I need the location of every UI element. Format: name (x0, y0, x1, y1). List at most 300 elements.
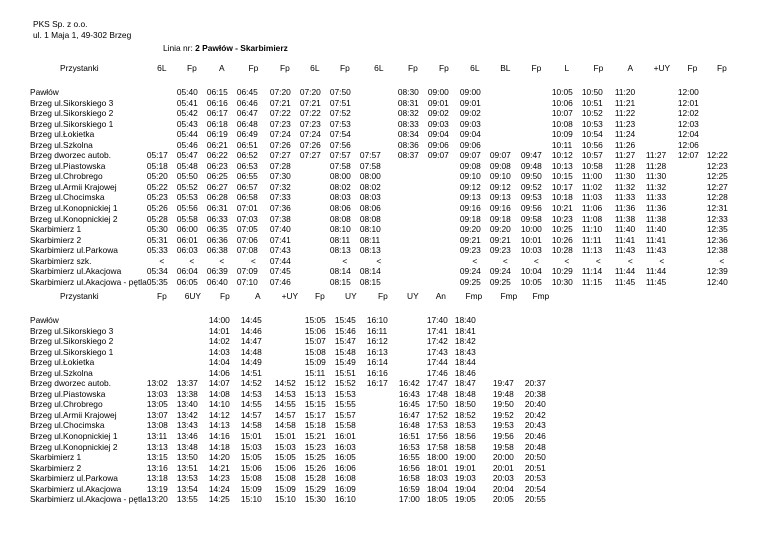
departure-time (490, 98, 521, 109)
departure-time (678, 256, 707, 267)
departure-time (398, 171, 428, 182)
departure-time (707, 140, 737, 151)
table-row (30, 378, 557, 389)
departure-time: 20:55 (524, 494, 546, 505)
departure-time: 10:08 (551, 118, 573, 129)
departure-time: 06:19 (206, 129, 228, 140)
departure-time (275, 368, 305, 379)
departure-time: < (627, 255, 633, 266)
departure-time (399, 326, 427, 337)
departure-time: 14:49 (240, 357, 262, 368)
stop-name: Brzeg dworzec autob. (30, 378, 112, 389)
stop-name: Pawłów (30, 315, 59, 325)
departure-time: 20:50 (524, 452, 546, 463)
departure-time: 18:58 (454, 441, 476, 452)
departure-time: 12:03 (677, 118, 699, 129)
departure-time: 11:27 (614, 150, 636, 161)
departure-time: 10:05 (520, 276, 542, 287)
column-header: BL (500, 63, 511, 73)
column-header: Fp (219, 291, 230, 301)
departure-time: 15:06 (274, 462, 296, 473)
table-row (30, 347, 557, 358)
departure-time (493, 357, 525, 368)
departure-time: 15:03 (240, 441, 262, 452)
departure-time: 16:03 (334, 441, 356, 452)
company-address: ul. 1 Maja 1, 49-302 Brzeg (33, 30, 132, 40)
departure-time: 09:16 (459, 203, 481, 214)
departure-time: 08:11 (329, 234, 351, 245)
table-row (30, 129, 737, 140)
departure-time: 07:54 (329, 129, 351, 140)
departure-time: 15:58 (334, 420, 356, 431)
departure-time: 06:33 (206, 213, 228, 224)
departure-time: 11:26 (614, 139, 636, 150)
departure-time (707, 129, 737, 140)
departure-time: 15:09 (274, 483, 296, 494)
departure-time: 09:24 (489, 266, 511, 277)
departure-time: 11:14 (581, 266, 603, 277)
departure-time: 09:00 (427, 87, 449, 97)
departure-time: 07:57 (329, 150, 351, 161)
departure-time: 13:19 (146, 483, 168, 494)
departure-time (147, 326, 177, 337)
departure-time: 15:51 (334, 367, 356, 378)
departure-time: 15:26 (304, 462, 326, 473)
stop-name: Skarbimierz ul.Akacjowa (30, 483, 122, 494)
departure-time: 07:20 (299, 87, 321, 97)
departure-time (367, 473, 399, 484)
departure-time: 08:14 (359, 266, 381, 277)
departure-time: 14:06 (208, 367, 230, 378)
departure-time: 13:48 (176, 441, 198, 452)
departure-time: 09:18 (459, 213, 481, 224)
departure-time (646, 108, 678, 119)
departure-time (493, 326, 525, 337)
departure-time (398, 214, 428, 225)
departure-time (275, 315, 305, 326)
departure-time: 09:08 (489, 160, 511, 171)
departure-time: 14:55 (240, 399, 262, 410)
departure-time: 05:44 (176, 129, 198, 140)
departure-time: 16:12 (366, 336, 388, 347)
departure-time (707, 98, 737, 109)
stop-name: Brzeg ul.Chocimska (30, 420, 105, 431)
departure-time: 13:20 (146, 494, 168, 505)
departure-time: 13:07 (146, 409, 168, 420)
departure-time: 20:37 (524, 378, 546, 389)
table-row (30, 389, 557, 400)
departure-time: 14:20 (208, 452, 230, 463)
departure-time: 10:50 (581, 87, 603, 97)
departure-time: 15:49 (334, 357, 356, 368)
departure-time: 10:00 (520, 224, 542, 235)
departure-time: 18:01 (426, 462, 448, 473)
departure-time: 20:00 (492, 452, 514, 463)
column-header: Fp (687, 63, 698, 73)
departure-time: 09:21 (459, 234, 481, 245)
departure-time: 14:53 (274, 388, 296, 399)
departure-time: 10:13 (551, 160, 573, 171)
departure-time: 07:40 (269, 224, 291, 235)
departure-time: 07:27 (299, 150, 321, 161)
departure-time: 18:53 (454, 420, 476, 431)
departure-time (177, 357, 209, 368)
departure-time: 17:42 (426, 336, 448, 347)
departure-time: 10:56 (581, 139, 603, 150)
stop-name: Skarbimierz ul.Akacjowa (30, 266, 122, 277)
departure-time: 15:12 (304, 378, 326, 389)
departure-time: 15:06 (240, 462, 262, 473)
departure-time: 06:49 (236, 129, 258, 140)
departure-time: 15:15 (304, 399, 326, 410)
stop-name: Brzeg ul.Sikorskiego 1 (30, 118, 114, 129)
table-row (30, 161, 737, 172)
departure-time (428, 192, 460, 203)
departure-time: 14:00 (208, 315, 230, 325)
departure-time: 15:18 (304, 420, 326, 431)
table-row (30, 203, 737, 214)
departure-time: 15:06 (304, 325, 326, 336)
departure-time (428, 235, 460, 246)
departure-time: 16:48 (398, 420, 420, 431)
departure-time: 14:07 (208, 378, 230, 389)
departure-time: 12:07 (677, 150, 699, 161)
departure-time: 19:03 (454, 473, 476, 484)
departure-time: 09:02 (459, 108, 481, 119)
departure-time: 07:09 (236, 266, 258, 277)
departure-time: 13:37 (176, 378, 198, 389)
departure-time: 17:52 (426, 409, 448, 420)
line-number: 2 (195, 43, 200, 53)
departure-time: 11:11 (581, 234, 602, 245)
departure-time (399, 357, 427, 368)
departure-time: 05:34 (146, 266, 168, 277)
departure-time: 09:21 (489, 234, 511, 245)
departure-time: 07:24 (299, 129, 321, 140)
departure-time: 09:10 (459, 171, 481, 182)
departure-time: 06:17 (206, 108, 228, 119)
departure-time: 05:33 (146, 245, 168, 256)
departure-time: 15:05 (240, 452, 262, 463)
departure-time (521, 129, 552, 140)
departure-time (428, 266, 460, 277)
table-row (30, 357, 557, 368)
departure-time: 09:25 (489, 276, 511, 287)
departure-time: 10:53 (581, 118, 603, 129)
departure-time: 15:52 (334, 378, 356, 389)
departure-time: 10:15 (551, 171, 573, 182)
departure-time: 14:01 (208, 325, 230, 336)
departure-time: 19:05 (454, 494, 476, 505)
column-header: L (564, 63, 570, 73)
stop-name: Brzeg dworzec autob. (30, 150, 112, 161)
departure-time: 14:08 (208, 388, 230, 399)
departure-time (367, 442, 399, 453)
departure-time: 11:41 (645, 234, 667, 245)
departure-time: 08:10 (329, 224, 351, 235)
departure-time: < (659, 255, 665, 266)
stop-name: Brzeg ul.Łokietka (30, 357, 95, 368)
departure-time: 12:01 (677, 97, 699, 108)
stop-name: Skarbimierz szk. (30, 255, 92, 266)
departure-time: 15:55 (334, 399, 356, 410)
departure-time (367, 431, 399, 442)
departure-time (490, 119, 521, 130)
table-row (30, 182, 737, 193)
departure-time: 18:03 (426, 473, 448, 484)
departure-time: < (376, 255, 382, 266)
departure-time (360, 129, 398, 140)
departure-time: 19:47 (492, 378, 514, 389)
departure-time: 10:26 (551, 234, 573, 245)
departure-time: 18:04 (426, 483, 448, 494)
departure-time: 09:06 (459, 139, 481, 150)
departure-time: 06:01 (176, 234, 198, 245)
departure-time: 06:51 (236, 139, 258, 150)
departure-time: 09:18 (489, 213, 511, 224)
departure-time: 10:29 (551, 266, 573, 277)
departure-time: 12:06 (677, 139, 699, 150)
departure-time (300, 171, 330, 182)
departure-time (399, 368, 427, 379)
column-header: A (627, 63, 634, 73)
table-row (30, 245, 737, 256)
departure-time: 15:05 (274, 452, 296, 463)
departure-time: 11:03 (581, 192, 603, 203)
column-header: UY (345, 291, 357, 301)
departure-time: 07:21 (269, 97, 291, 108)
departure-time: < (719, 255, 725, 266)
departure-time: 10:51 (581, 97, 603, 108)
departure-time: 08:06 (359, 203, 381, 214)
departure-time (367, 410, 399, 421)
departure-time: 11:45 (645, 276, 667, 287)
departure-time (678, 171, 707, 182)
departure-time (177, 326, 209, 337)
departure-time: 06:45 (236, 87, 258, 97)
departure-time: 11:30 (645, 171, 667, 182)
departure-time: 17:53 (426, 420, 448, 431)
stop-name: Brzeg ul.Armii Krajowej (30, 409, 117, 420)
departure-time: 18:42 (454, 336, 476, 347)
stop-name: Brzeg ul.Konopnickiej 2 (30, 213, 118, 224)
departure-time (300, 182, 330, 193)
departure-time: < (159, 255, 165, 266)
departure-time: 20:04 (492, 483, 514, 494)
departure-time: 13:08 (146, 420, 168, 431)
column-header: Fp (438, 63, 449, 73)
departure-time (398, 182, 428, 193)
departure-time: 14:52 (240, 378, 262, 389)
departure-time: 17:56 (426, 431, 448, 442)
departure-time: 12:40 (706, 276, 728, 287)
departure-time: 08:14 (329, 266, 351, 277)
departure-time (490, 129, 521, 140)
departure-time: 10:52 (581, 108, 603, 119)
departure-time: 07:32 (269, 181, 291, 192)
departure-time (398, 161, 428, 172)
departure-time: 06:31 (206, 203, 228, 214)
departure-time: 19:01 (454, 462, 476, 473)
line-title (163, 43, 288, 53)
departure-time: 11:40 (645, 224, 667, 235)
departure-time (525, 347, 557, 358)
departure-time (493, 347, 525, 358)
departure-time (300, 277, 330, 288)
departure-time: 16:43 (398, 388, 420, 399)
departure-time: 09:16 (489, 203, 511, 214)
column-header: +UY (281, 291, 299, 301)
departure-time: 08:03 (329, 192, 351, 203)
table-row (30, 224, 737, 235)
departure-time: 20:46 (524, 431, 546, 442)
departure-time: 12:36 (706, 234, 728, 245)
column-header: Fmp (465, 291, 483, 301)
stop-name: Brzeg ul.Piastowska (30, 388, 106, 399)
departure-time: 07:03 (236, 213, 258, 224)
departure-time (707, 108, 737, 119)
departure-time: 14:03 (208, 346, 230, 357)
departure-time: 06:35 (206, 224, 228, 235)
departure-time: 05:43 (176, 118, 198, 129)
departure-time: 05:41 (176, 97, 198, 108)
departure-time: 09:08 (459, 160, 481, 171)
departure-time: 09:52 (520, 181, 542, 192)
departure-time (360, 108, 398, 119)
departure-time (678, 266, 707, 277)
departure-time: 15:05 (304, 315, 326, 325)
stop-name: Brzeg ul.Sikorskiego 2 (30, 336, 114, 347)
departure-time: 15:10 (274, 494, 296, 505)
column-header: Fp (531, 63, 542, 73)
departure-time (398, 266, 428, 277)
departure-time: 11:08 (581, 213, 603, 224)
departure-time: 18:56 (454, 431, 476, 442)
departure-time (428, 277, 460, 288)
departure-time: 06:38 (206, 245, 228, 256)
departure-time: 07:51 (329, 97, 351, 108)
departure-time: 13:50 (176, 452, 198, 463)
departure-time: 07:05 (236, 224, 258, 235)
departure-time: 07:06 (236, 234, 258, 245)
departure-time: 16:10 (334, 494, 356, 505)
departure-time: 07:44 (269, 255, 291, 266)
departure-time (300, 266, 330, 277)
departure-time: 14:04 (208, 357, 230, 368)
departure-time: 15:23 (304, 441, 326, 452)
departure-time: 06:21 (206, 139, 228, 150)
departure-time: 13:11 (146, 431, 168, 442)
departure-time: 10:21 (551, 203, 573, 214)
departure-time (360, 87, 398, 98)
departure-time: 14:57 (240, 409, 262, 420)
departure-time (678, 203, 707, 214)
departure-time: 12:04 (677, 129, 699, 140)
stop-name: Skarbimierz ul.Parkowa (30, 473, 118, 484)
departure-time (367, 420, 399, 431)
departure-time (428, 256, 460, 267)
departure-time: 15:07 (304, 336, 326, 347)
departure-time: 13:46 (176, 431, 198, 442)
departure-time (493, 336, 525, 347)
departure-time: 15:46 (334, 325, 356, 336)
table-row (30, 150, 737, 161)
departure-time: 08:36 (397, 139, 419, 150)
departure-time (275, 347, 305, 358)
departure-time: 12:39 (706, 266, 728, 277)
departure-time (147, 108, 177, 119)
departure-time: 16:05 (334, 452, 356, 463)
departure-time: 08:32 (397, 108, 419, 119)
departure-time: 20:48 (524, 441, 546, 452)
departure-time: 15:28 (304, 473, 326, 484)
departure-time: 11:33 (614, 192, 636, 203)
departure-time: 14:21 (208, 462, 230, 473)
departure-time: 11:43 (645, 245, 667, 256)
departure-time: 07:20 (269, 87, 291, 97)
departure-time: 05:22 (146, 181, 168, 192)
departure-time (525, 368, 557, 379)
column-header: Fp (156, 291, 167, 301)
departure-time: 09:13 (489, 192, 511, 203)
departure-time: 05:40 (176, 87, 198, 97)
departure-time: 05:52 (176, 181, 198, 192)
departure-time: 16:08 (334, 473, 356, 484)
departure-time: 09:02 (427, 108, 449, 119)
departure-time: 10:01 (520, 234, 542, 245)
departure-time (399, 347, 427, 358)
departure-time (147, 315, 177, 326)
departure-time: 19:52 (492, 409, 514, 420)
departure-time: 14:53 (240, 388, 262, 399)
departure-time: 11:20 (614, 87, 636, 97)
column-header: Fmp (500, 291, 518, 301)
departure-time (300, 203, 330, 214)
departure-time: < (219, 255, 225, 266)
table-row (30, 442, 557, 453)
departure-time: 07:46 (269, 276, 291, 287)
column-header: Fp (339, 63, 350, 73)
departure-time: 14:58 (274, 420, 296, 431)
departure-time: 17:44 (426, 357, 448, 368)
stop-name: Skarbimierz 1 (30, 452, 82, 463)
departure-time: 10:23 (551, 213, 573, 224)
stop-name: Skarbimierz ul.Parkowa (30, 245, 118, 256)
column-header: Fp (716, 63, 727, 73)
stop-name: Brzeg ul.Sikorskiego 1 (30, 346, 114, 357)
departure-time: 07:23 (269, 118, 291, 129)
departure-time: 07:58 (359, 160, 381, 171)
departure-time: 16:13 (366, 346, 388, 357)
departure-time: 08:08 (359, 213, 381, 224)
departure-time: 14:52 (274, 378, 296, 389)
departure-time (147, 129, 177, 140)
departure-time: 11:23 (614, 118, 636, 129)
departure-time: 11:27 (645, 150, 667, 161)
departure-time: 07:28 (269, 160, 291, 171)
table-row (30, 463, 557, 474)
departure-time: 19:00 (454, 452, 476, 463)
departure-time: 07:38 (269, 213, 291, 224)
departure-time: 11:44 (645, 266, 667, 277)
table-row (30, 119, 737, 130)
departure-time: 14:10 (208, 399, 230, 410)
column-header: An (435, 291, 446, 301)
departure-time: 20:54 (524, 483, 546, 494)
departure-time: < (250, 255, 256, 266)
departure-time: 15:47 (334, 336, 356, 347)
departure-time: 08:31 (397, 97, 419, 108)
